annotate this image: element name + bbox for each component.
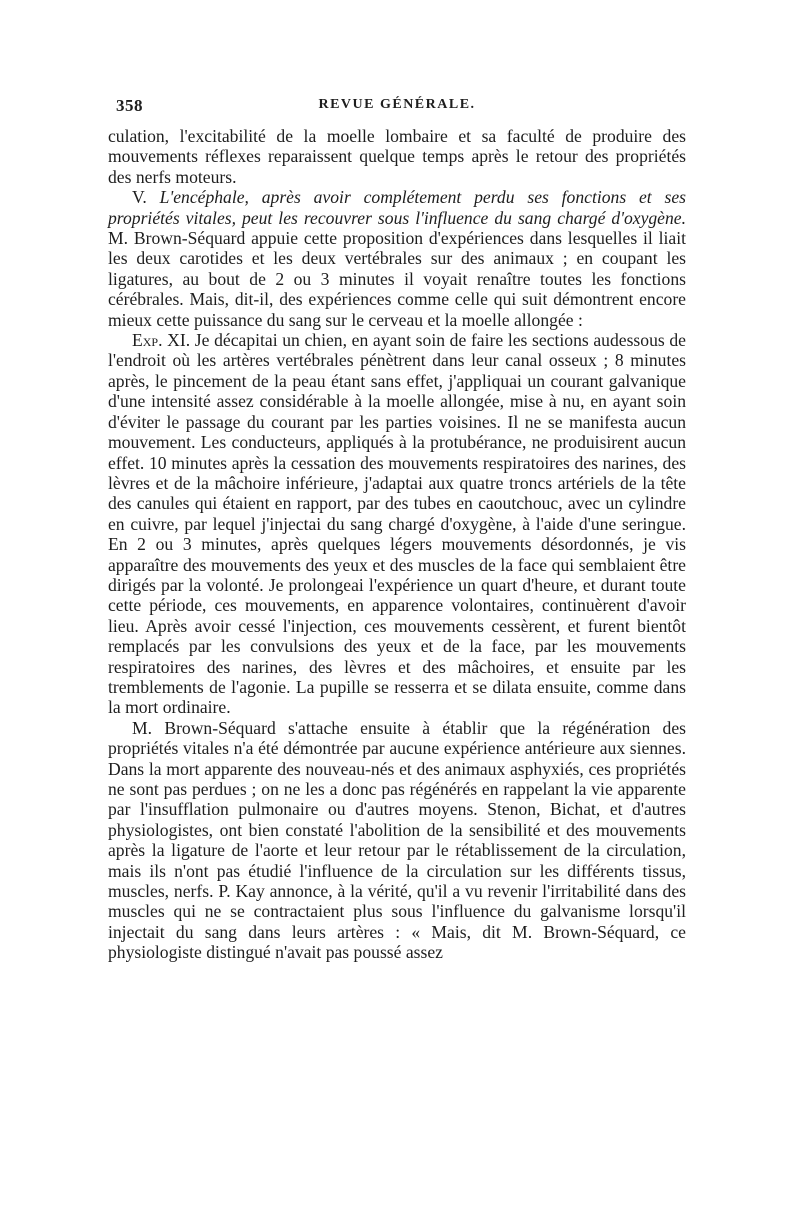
paragraph-2 (108, 187, 686, 330)
paragraph-2-text: M. Brown-Séquard appuie cette proposition d'expériences dans lesquelles il liait les deux carotides et les deux vertébrales sur des animaux ; en coupant les ligatures, au bout de 2 ou 3 minutes il voyait renaître toutes les fonctions cérébrales. Mais, dit-il, des expériences comme celle qui suit démontrent encore mieux cette puissance du sang sur le cerveau et la moelle allongée : (108, 228, 686, 330)
document-page (108, 96, 686, 963)
paragraph-4-text: M. Brown-Séquard s'attache ensuite à établir que la régénération des propriétés vitales n'a été démontrée par aucune expérience antérieure aux siennes. Dans la mort apparente des nouveau-nés et des animaux asphyxiés, ces propriétés ne sont pas perdues ; on ne les a donc pas régénérés en rappelant la vie apparente par l'insufflation pulmonaire ou d'autres moyens. Stenon, Bichat, et d'autres physiologistes, ont bien constaté l'abolition de la sensibilité et des mouvements après la ligature de l'aorte et leur retour par le rétablissement de la circulation, mais ils n'ont pas étudié l'influence de la circulation sur les différents tissus, muscles, nerfs. P. Kay annonce, à la vérité, qu'il a vu revenir l'irritabilité dans des muscles qui ne se contractaient plus sous l'influence du galvanisme lorsqu'il injectait du sang dans leurs artères : « Mais, dit M. Brown-Séquard, ce physiologiste distingué n'avait pas poussé assez (108, 717, 686, 963)
paragraph-3 (108, 330, 686, 718)
paragraph-1-text: culation, l'excitabilité de la moelle lombaire et sa faculté de produire des mouvements réflexes reparaissent quelque temps après le retour des propriétés des nerfs moteurs. (108, 126, 686, 187)
paragraph-4 (108, 718, 686, 963)
running-title: REVUE GÉNÉRALE. (318, 97, 476, 112)
paragraph-1 (108, 126, 686, 187)
page-number: 358 (116, 96, 143, 115)
section-heading: L'encéphale, après avoir complétement perdu ses fonctions et ses propriétés vitales, peut les recouvrer sous l'influence du sang chargé d'oxygène. (108, 187, 687, 228)
page-header (108, 96, 686, 120)
section-number: V. (132, 187, 147, 208)
body-text (108, 126, 686, 963)
experiment-label: Exp. XI. (132, 330, 191, 351)
paragraph-3-text: Je décapitai un chien, en ayant soin de faire les sections audessous de l'endroit où les artères vertébrales pénètrent dans leur canal osseux ; 8 minutes après, le pincement de la peau étant sans effet, j'appliquai un courant galvanique d'une intensité assez considérable à la moelle allongée, mise à nu, en ayant soin d'éviter le passage du courant par les parties voisines. Il ne se manifesta aucun mouvement. Les conducteurs, appliqués à la protubérance, ne produisirent aucun effet. 10 minutes après la cessation des mouvements respiratoires des narines, des lèvres et de la mâchoire inférieure, j'adaptai aux quatre troncs artériels de la tête des canules qui étaient en rapport, par des tubes en caoutchouc, avec un cylindre en cuivre, par lequel j'injectai du sang chargé d'oxygène, à l'aide d'une seringue. En 2 ou 3 minutes, après quelques légers mouvements désordonnés, je vis apparaître des mouvements des yeux et des muscles de la face qui semblaient être dirigés par la volonté. Je prolongeai l'expérience un quart d'heure, et durant toute cette période, ces mouvements, en apparence volontaires, continuèrent d'avoir lieu. Après avoir cessé l'injection, ces mouvements cessèrent, et furent bientôt remplacés par les convulsions des yeux et de la face, par les mouvements respiratoires des narines, des lèvres et des mâchoires, et ensuite par les tremblements de l'agonie. La pupille se resserra et se dilata ensuite, comme dans la mort ordinaire. (108, 330, 686, 718)
